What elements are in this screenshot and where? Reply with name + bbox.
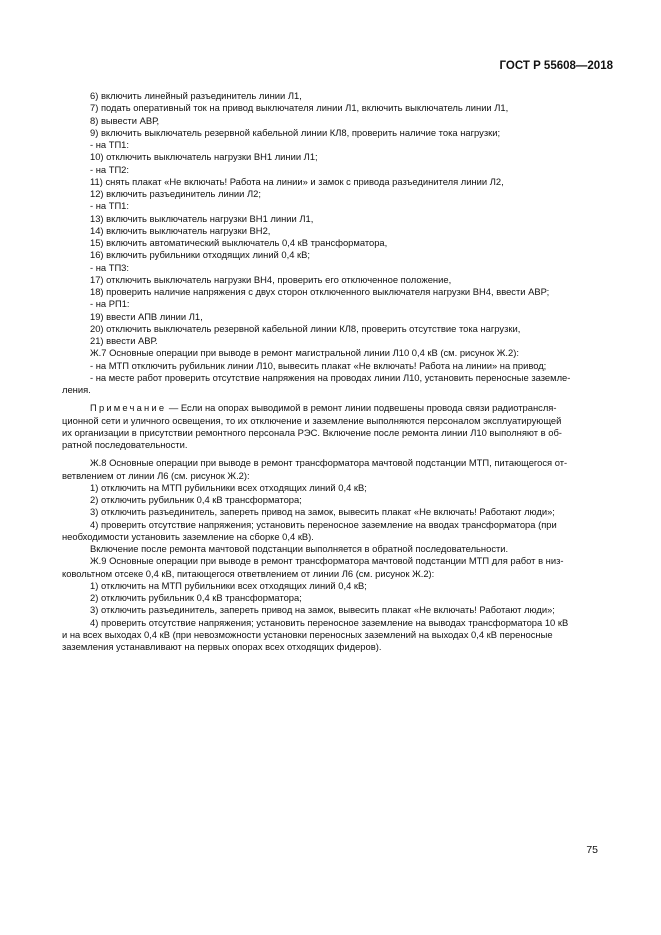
text-line: 18) проверить наличие напряжения с двух сторон отключенного выключателя нагрузки ВН4, ввести АВР; — [90, 286, 550, 297]
text-line: Ж.7 Основные операции при выводе в ремонт магистральной линии Л10 0,4 кВ (см. рисунок Ж.2): — [90, 347, 519, 359]
text-line: - на ТП2: — [90, 163, 130, 175]
text-line: 10) отключить выключатель нагрузки ВН1 линии Л1; — [90, 151, 318, 163]
text-line: - на РП1: — [90, 298, 130, 310]
text-line: 12) включить разъединитель линии Л2; — [90, 188, 261, 199]
text-line: Ж.8 Основные операции при выводе в ремонт трансформатора мачтовой подстанции МТП, питающегося от- — [90, 457, 568, 469]
text-line: 7) подать оперативный ток на привод выключателя линии Л1, включить выключатель линии Л1, — [90, 102, 509, 114]
text-line: ления. — [62, 384, 91, 395]
note-label: Примечание — [90, 402, 167, 414]
text-line: 6) включить линейный разъединитель линии Л1, — [90, 90, 302, 101]
text-line: - на месте работ проверить отсутствие напряжения на проводах линии Л10, установить переносные заземле- — [90, 371, 571, 383]
text-line: ветвлением от линии Л6 (см. рисунок Ж.2): — [62, 469, 250, 481]
note-line: ционной сети и уличного освещения, то их отключение и заземление выполняются персоналом эксплуатирующей — [62, 414, 562, 426]
text-line: 8) вывести АВР, — [90, 114, 160, 126]
text-line: 4) проверить отсутствие напряжения; установить переносное заземление на вводах трансформатора (при — [90, 518, 557, 530]
page-number: 75 — [586, 844, 598, 856]
text-line: 1) отключить на МТП рубильники всех отходящих линий 0,4 кВ; — [90, 579, 367, 591]
text-line: ковольтном отсеке 0,4 кВ, питающегося ответвлением от линии Л6 (см. рисунок Ж.2): — [62, 567, 435, 579]
text-line: необходимости установить заземление на сборке 0,4 кВ). — [62, 530, 314, 542]
text-line: 14) включить выключатель нагрузки ВН2, — [90, 224, 271, 236]
text-line: - на ТП1: — [90, 139, 130, 150]
text-line: 16) включить рубильники отходящих линий 0,4 кВ; — [90, 249, 311, 261]
note-dash: — — [166, 402, 181, 414]
text-line: - на ТП3: — [90, 261, 130, 273]
text-line: 11) снять плакат «Не включать! Работа на линии» и замок с привода разъединителя линии Л2, — [90, 175, 504, 187]
note-text: Если на опорах выводимой в ремонт линии подвешены провода связи радиотрансля- — [180, 402, 557, 414]
text-line: 15) включить автоматический выключатель 0,4 кВ трансформатора, — [90, 237, 388, 248]
text-line: 13) включить выключатель нагрузки ВН1 линии Л1, — [90, 212, 314, 224]
text-line: 19) ввести АПВ линии Л1, — [90, 310, 203, 322]
text-line: 3) отключить разъединитель, запереть привод на замок, вывесить плакат «Не включать! Работают люди»; — [90, 506, 555, 518]
text-line: 21) ввести АВР. — [90, 335, 158, 346]
note-first-line — [62, 402, 602, 414]
text-line: 17) отключить выключатель нагрузки ВН4, проверить его отключенное положение, — [90, 273, 452, 285]
standard-header: ГОСТ Р 55608—2018 — [499, 60, 613, 72]
body-text — [62, 90, 602, 653]
text-line: Ж.9 Основные операции при выводе в ремонт трансформатора мачтовой подстанции МТП для работ в низ- — [90, 555, 564, 567]
text-line: Включение после ремонта мачтовой подстанции выполняется в обратной последовательности. — [90, 543, 509, 554]
text-line: 1) отключить на МТП рубильники всех отходящих линий 0,4 кВ; — [90, 481, 367, 493]
text-line: - на МТП отключить рубильник линии Л10, вывесить плакат «Не включать! Работа на линии» на привод; — [90, 359, 547, 371]
text-line: и на всех выходах 0,4 кВ (при невозможности установки переносных заземлений на выходах 0,4 кВ переносные — [62, 628, 553, 640]
text-line: 2) отключить рубильник 0,4 кВ трансформатора; — [90, 592, 302, 603]
note-line: ратной последовательности. — [62, 439, 188, 450]
note-line: их организации в присутствии ремонтного персонала РЭС. Включение после ремонта линии Л10 выполняют в об- — [62, 426, 562, 438]
text-line: 4) проверить отсутствие напряжения; установить переносное заземление на выводах трансформатора 10 кВ — [90, 616, 569, 628]
text-line: 3) отключить разъединитель, запереть привод на замок, вывесить плакат «Не включать! Работают люди»; — [90, 604, 555, 616]
text-line: 2) отключить рубильник 0,4 кВ трансформатора; — [90, 494, 302, 505]
text-line: 20) отключить выключатель резервной кабельной линии КЛ8, проверить отсутствие тока нагрузки, — [90, 322, 521, 334]
text-line: - на ТП1: — [90, 200, 130, 212]
text-line: заземления устанавливают на первых опорах всех отходящих фидеров). — [62, 641, 382, 652]
text-line: 9) включить выключатель резервной кабельной линии КЛ8, проверить наличие тока нагрузки; — [90, 126, 501, 138]
